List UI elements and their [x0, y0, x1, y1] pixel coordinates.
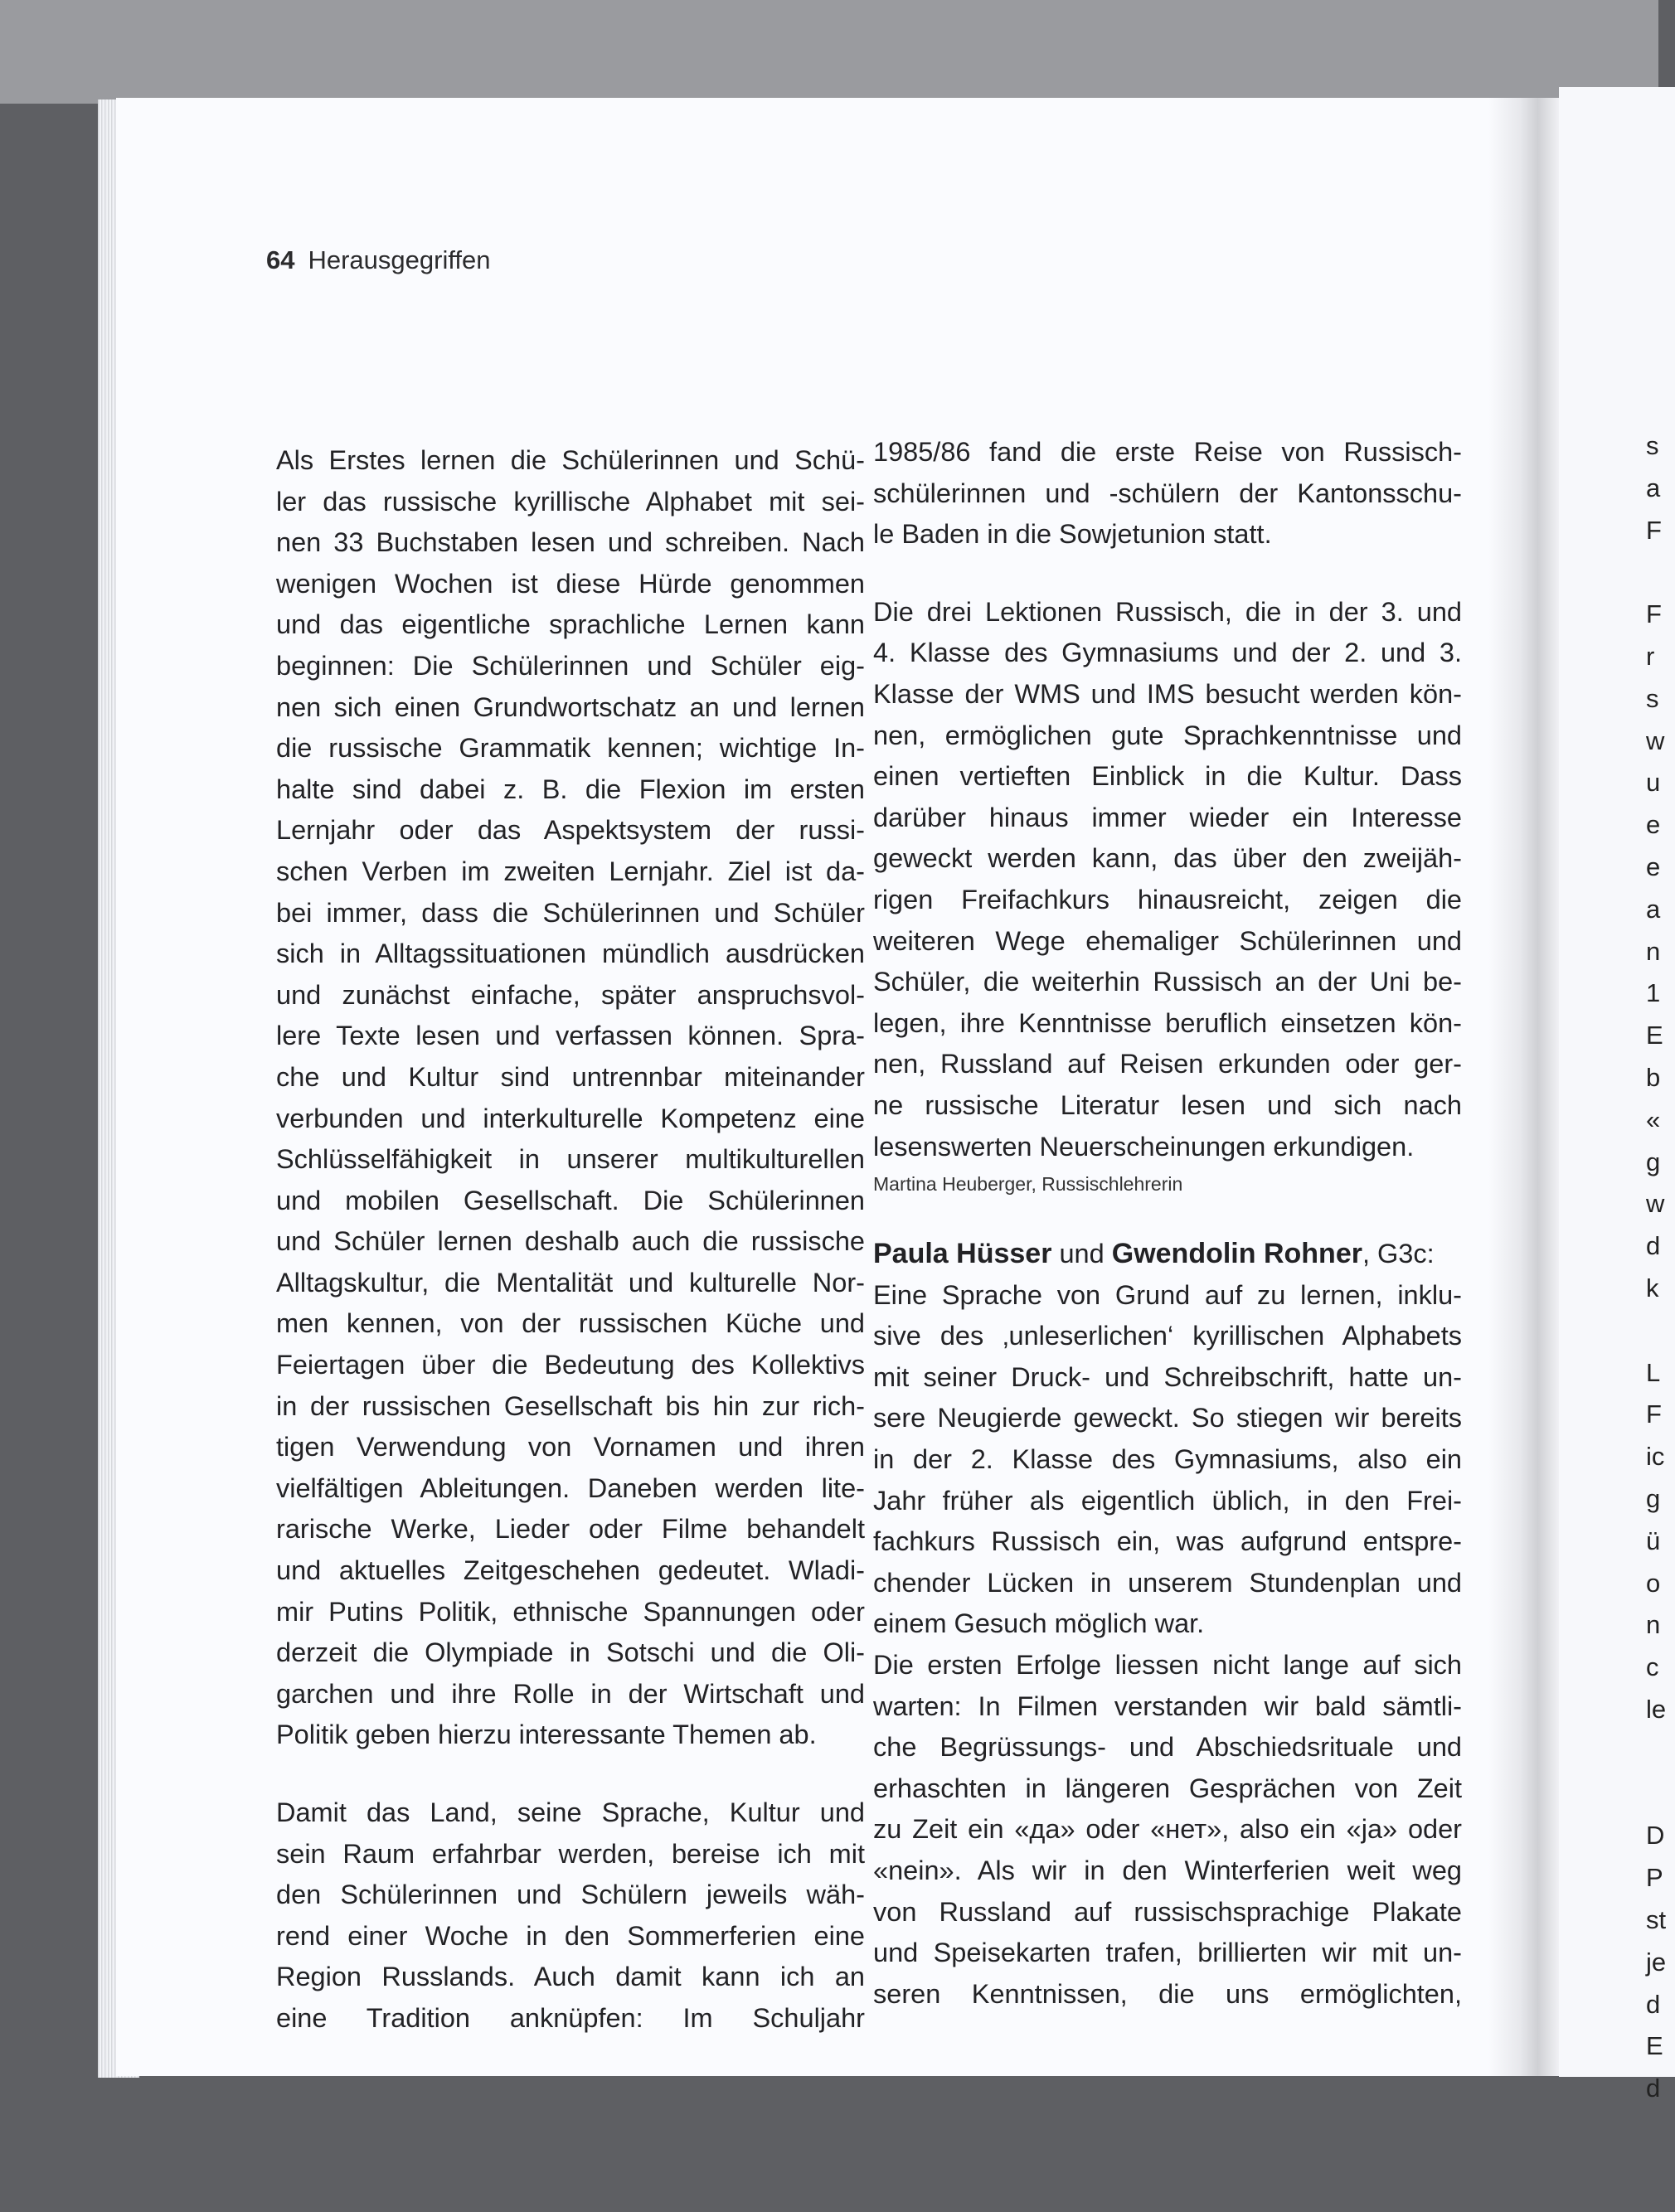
facing-page-fragment: a	[1646, 894, 1661, 924]
text-line: nen, ermöglichen gute Sprachkenntnisse und	[873, 720, 1462, 750]
text-line: lesenswerten Neuerscheinungen erkundigen.	[873, 1131, 1415, 1162]
student-name: Paula Hüsser	[873, 1238, 1052, 1270]
text-line: weiteren Wege ehemaliger Schülerinnen und	[873, 925, 1462, 956]
facing-page-fragment: je	[1646, 1947, 1667, 1977]
text-line: sere Neugierde geweckt. So stiegen wir bereits	[873, 1403, 1462, 1433]
text-line: garchen und ihre Rolle in der Wirtschaft und	[276, 1678, 865, 1709]
facing-page-fragment: F	[1646, 515, 1662, 545]
text-line: «nein». Als wir in den Winterferien weit weg	[873, 1855, 1462, 1885]
facing-page-fragment: w	[1646, 1189, 1665, 1219]
facing-page-fragment: w	[1646, 725, 1665, 755]
facing-page-fragment: F	[1646, 599, 1662, 629]
student-class: , G3c:	[1362, 1239, 1435, 1269]
facing-page-fragment: d	[1646, 1231, 1661, 1261]
text-line: nen 33 Buchstaben lesen und schreiben. Nach	[276, 527, 865, 558]
facing-page-fragment: e	[1646, 852, 1661, 881]
text-line: rarische Werke, Lieder oder Filme behandelt	[276, 1514, 865, 1545]
text-column-left	[276, 440, 865, 2040]
text-line: Damit das Land, seine Sprache, Kultur und	[276, 1797, 865, 1827]
facing-page-fragment: D	[1646, 1821, 1665, 1851]
text-line: Schüler, die weiterhin Russisch an der Uni be-	[873, 967, 1462, 997]
text-line: die russische Grammatik kennen; wichtige In-	[276, 733, 865, 764]
facing-page-fragment: 1	[1646, 978, 1661, 1008]
text-line: ler das russische kyrillische Alphabet mit sei-	[276, 486, 865, 517]
text-line: seren Kenntnissen, die uns ermöglichten,	[873, 1978, 1462, 2009]
text-line: von Russland auf russischsprachige Plakate	[873, 1896, 1462, 1927]
facing-page-fragment: st	[1646, 1905, 1667, 1934]
text-line: rigen Freifachkurs hinausreicht, zeigen die	[873, 884, 1462, 914]
author-signature: Martina Heuberger, Russischlehrerin	[873, 1173, 1183, 1196]
paragraph	[873, 1275, 1462, 2016]
student-byline	[873, 1234, 1462, 1275]
student-name: Gwendolin Rohner	[1111, 1238, 1362, 1270]
facing-page-fragment: g	[1646, 1484, 1661, 1513]
text-line: darüber hinaus immer wieder ein Interesse	[873, 802, 1462, 832]
text-line: chender Lücken in unserem Stundenplan und	[873, 1567, 1462, 1598]
text-line: schülerinnen und -schülern der Kantonsschu-	[873, 478, 1462, 508]
text-line: einem Gesuch möglich war.	[873, 1608, 1205, 1639]
text-line: warten: In Filmen verstanden wir bald sämtli-	[873, 1691, 1462, 1721]
facing-page-fragment: b	[1646, 1063, 1661, 1092]
text-line: in der russischen Gesellschaft bis hin zur rich-	[276, 1390, 865, 1421]
text-line: nen, Russland auf Reisen erkunden oder ger-	[873, 1049, 1462, 1079]
text-line: men kennen, von der russischen Küche und	[276, 1308, 865, 1339]
facing-page-fragment: k	[1646, 1273, 1659, 1302]
text-line: und mobilen Gesellschaft. Die Schülerinnen	[276, 1185, 865, 1215]
text-line: und Speisekarten trafen, brillierten wir mit un-	[873, 1938, 1462, 1968]
text-line: Klasse der WMS und IMS besucht werden kön-	[873, 678, 1462, 709]
text-line: legen, ihre Kenntnisse beruflich einsetzen kön-	[873, 1007, 1462, 1038]
text-line: sein Raum erfahrbar werden, bereise ich mit	[276, 1838, 865, 1869]
facing-page-fragment: o	[1646, 1568, 1661, 1598]
text-line: und Schüler lernen deshalb auch die russische	[276, 1226, 865, 1257]
text-line: Politik geben hierzu interessante Themen ab.	[276, 1720, 817, 1750]
text-line: und das eigentliche sprachliche Lernen kann	[276, 609, 865, 640]
text-line: Region Russlands. Auch damit kann ich an	[276, 1962, 865, 1992]
book-gutter	[1488, 98, 1559, 2076]
text-line: che Begrüssungs- und Abschiedsrituale und	[873, 1732, 1462, 1763]
facing-page-fragment: s	[1646, 683, 1659, 713]
text-column-right	[873, 432, 1462, 2015]
text-line: 4. Klasse des Gymnasiums und der 2. und 3.	[873, 638, 1462, 668]
text-line: Jahr früher als eigentlich üblich, in den Frei-	[873, 1485, 1462, 1516]
text-line: mit seiner Druck- und Schreibschrift, hatte un-	[873, 1361, 1462, 1392]
text-line: den Schülerinnen und Schülern jeweils wäh-	[276, 1880, 865, 1910]
text-line: beginnen: Die Schülerinnen und Schüler eig-	[276, 650, 865, 681]
text-line: vielfältigen Ableitungen. Daneben werden lite-	[276, 1472, 865, 1503]
text-line: derzeit die Olympiade in Sotschi und die Oli-	[276, 1637, 865, 1668]
facing-page-fragment: n	[1646, 936, 1661, 966]
text-line: bei immer, dass die Schülerinnen und Schüler	[276, 897, 865, 928]
scan-background	[0, 0, 1658, 104]
running-header	[266, 245, 491, 275]
text-line: und zunächst einfache, später anspruchsvol-	[276, 979, 865, 1010]
paragraph	[873, 592, 1462, 1167]
text-line: Als Erstes lernen die Schülerinnen und Schü-	[276, 445, 865, 475]
text-line: mir Putins Politik, ethnische Spannungen oder	[276, 1596, 865, 1627]
paragraph	[276, 1792, 865, 2040]
facing-page-fragment: n	[1646, 1610, 1661, 1640]
text-line: tigen Verwendung von Vornamen und ihren	[276, 1432, 865, 1463]
text-line: wenigen Wochen ist diese Hürde genommen	[276, 568, 865, 599]
facing-page-fragment: g	[1646, 1147, 1661, 1176]
text-line: schen Verben im zweiten Lernjahr. Ziel ist da-	[276, 856, 865, 886]
facing-page-fragment: a	[1646, 473, 1661, 502]
section-title: Herausgegriffen	[308, 245, 491, 274]
text-line: einen vertieften Einblick in die Kultur. Dass	[873, 761, 1462, 792]
text-line: sive des ‚unleserlichen‘ kyrillischen Alphabets	[873, 1321, 1462, 1351]
text-line: und aktuelles Zeitgeschehen gedeutet. Wladi-	[276, 1555, 865, 1586]
facing-page-fragment: d	[1646, 2074, 1661, 2103]
facing-page-fragment: «	[1646, 1104, 1661, 1134]
text-line: rend einer Woche in den Sommerferien eine	[276, 1920, 865, 1951]
text-line: halte sind dabei z. B. die Flexion im ersten	[276, 774, 865, 804]
facing-page-fragment: u	[1646, 768, 1661, 798]
text-line: ne russische Literatur lesen und sich nach	[873, 1089, 1462, 1120]
facing-page-fragment: d	[1646, 1989, 1661, 2019]
facing-page-fragment: c	[1646, 1652, 1659, 1682]
text-line: geweckt werden kann, das über den zweijäh-	[873, 843, 1462, 874]
text-line: Die ersten Erfolge liessen nicht lange auf sich	[873, 1650, 1462, 1681]
facing-page-fragment: e	[1646, 810, 1661, 840]
facing-page-fragment: L	[1646, 1357, 1661, 1387]
paragraph	[873, 432, 1462, 555]
text-line: in der 2. Klasse des Gymnasiums, also ein	[873, 1444, 1462, 1475]
paragraph	[276, 440, 865, 1756]
facing-page-fragment: r	[1646, 642, 1655, 671]
facing-page-fragment: le	[1646, 1695, 1667, 1724]
text-line: le Baden in die Sowjetunion statt.	[873, 519, 1272, 550]
text-line: lere Texte lesen und verfassen können. Spra-	[276, 1021, 865, 1051]
text-line: 1985/86 fand die erste Reise von Russisch-	[873, 437, 1462, 467]
text-line: Die drei Lektionen Russisch, die in der 3. und	[873, 596, 1462, 627]
facing-page-fragment: E	[1646, 2031, 1663, 2061]
page-number: 64	[266, 245, 295, 274]
text-line: che und Kultur sind untrennbar miteinander	[276, 1061, 865, 1092]
facing-page-fragment: s	[1646, 431, 1659, 460]
text-line: Lernjahr oder das Aspektsystem der russi-	[276, 815, 865, 846]
text-line: sich in Alltagssituationen mündlich ausdrücken	[276, 939, 865, 969]
text-line: nen sich einen Grundwortschatz an und lernen	[276, 691, 865, 722]
facing-page-fragment: ü	[1646, 1526, 1661, 1555]
facing-page-fragment: ic	[1646, 1442, 1665, 1472]
facing-page-fragment: F	[1646, 1399, 1662, 1429]
text-line: Alltagskultur, die Mentalität und kulturelle Nor-	[276, 1267, 865, 1298]
text-line: zu Zeit ein «да» oder «нет», also ein «ja» oder	[873, 1814, 1462, 1845]
facing-page-fragment: E	[1646, 1021, 1663, 1050]
text-line: Feiertagen über die Bedeutung des Kollektivs	[276, 1350, 865, 1380]
facing-page-fragment: P	[1646, 1863, 1663, 1893]
byline-connector: und	[1051, 1239, 1112, 1269]
text-line: Eine Sprache von Grund auf zu lernen, inklu-	[873, 1279, 1462, 1310]
text-line: eine Tradition anknüpfen: Im Schuljahr	[276, 2002, 865, 2033]
text-line: erhaschten in längeren Gesprächen von Zeit	[873, 1773, 1462, 1803]
text-line: verbunden und interkulturelle Kompetenz eine	[276, 1103, 865, 1133]
text-line: Schlüsselfähigkeit in unserer multikulturellen	[276, 1144, 865, 1175]
text-line: fachkurs Russisch ein, was aufgrund entspre-	[873, 1526, 1462, 1557]
